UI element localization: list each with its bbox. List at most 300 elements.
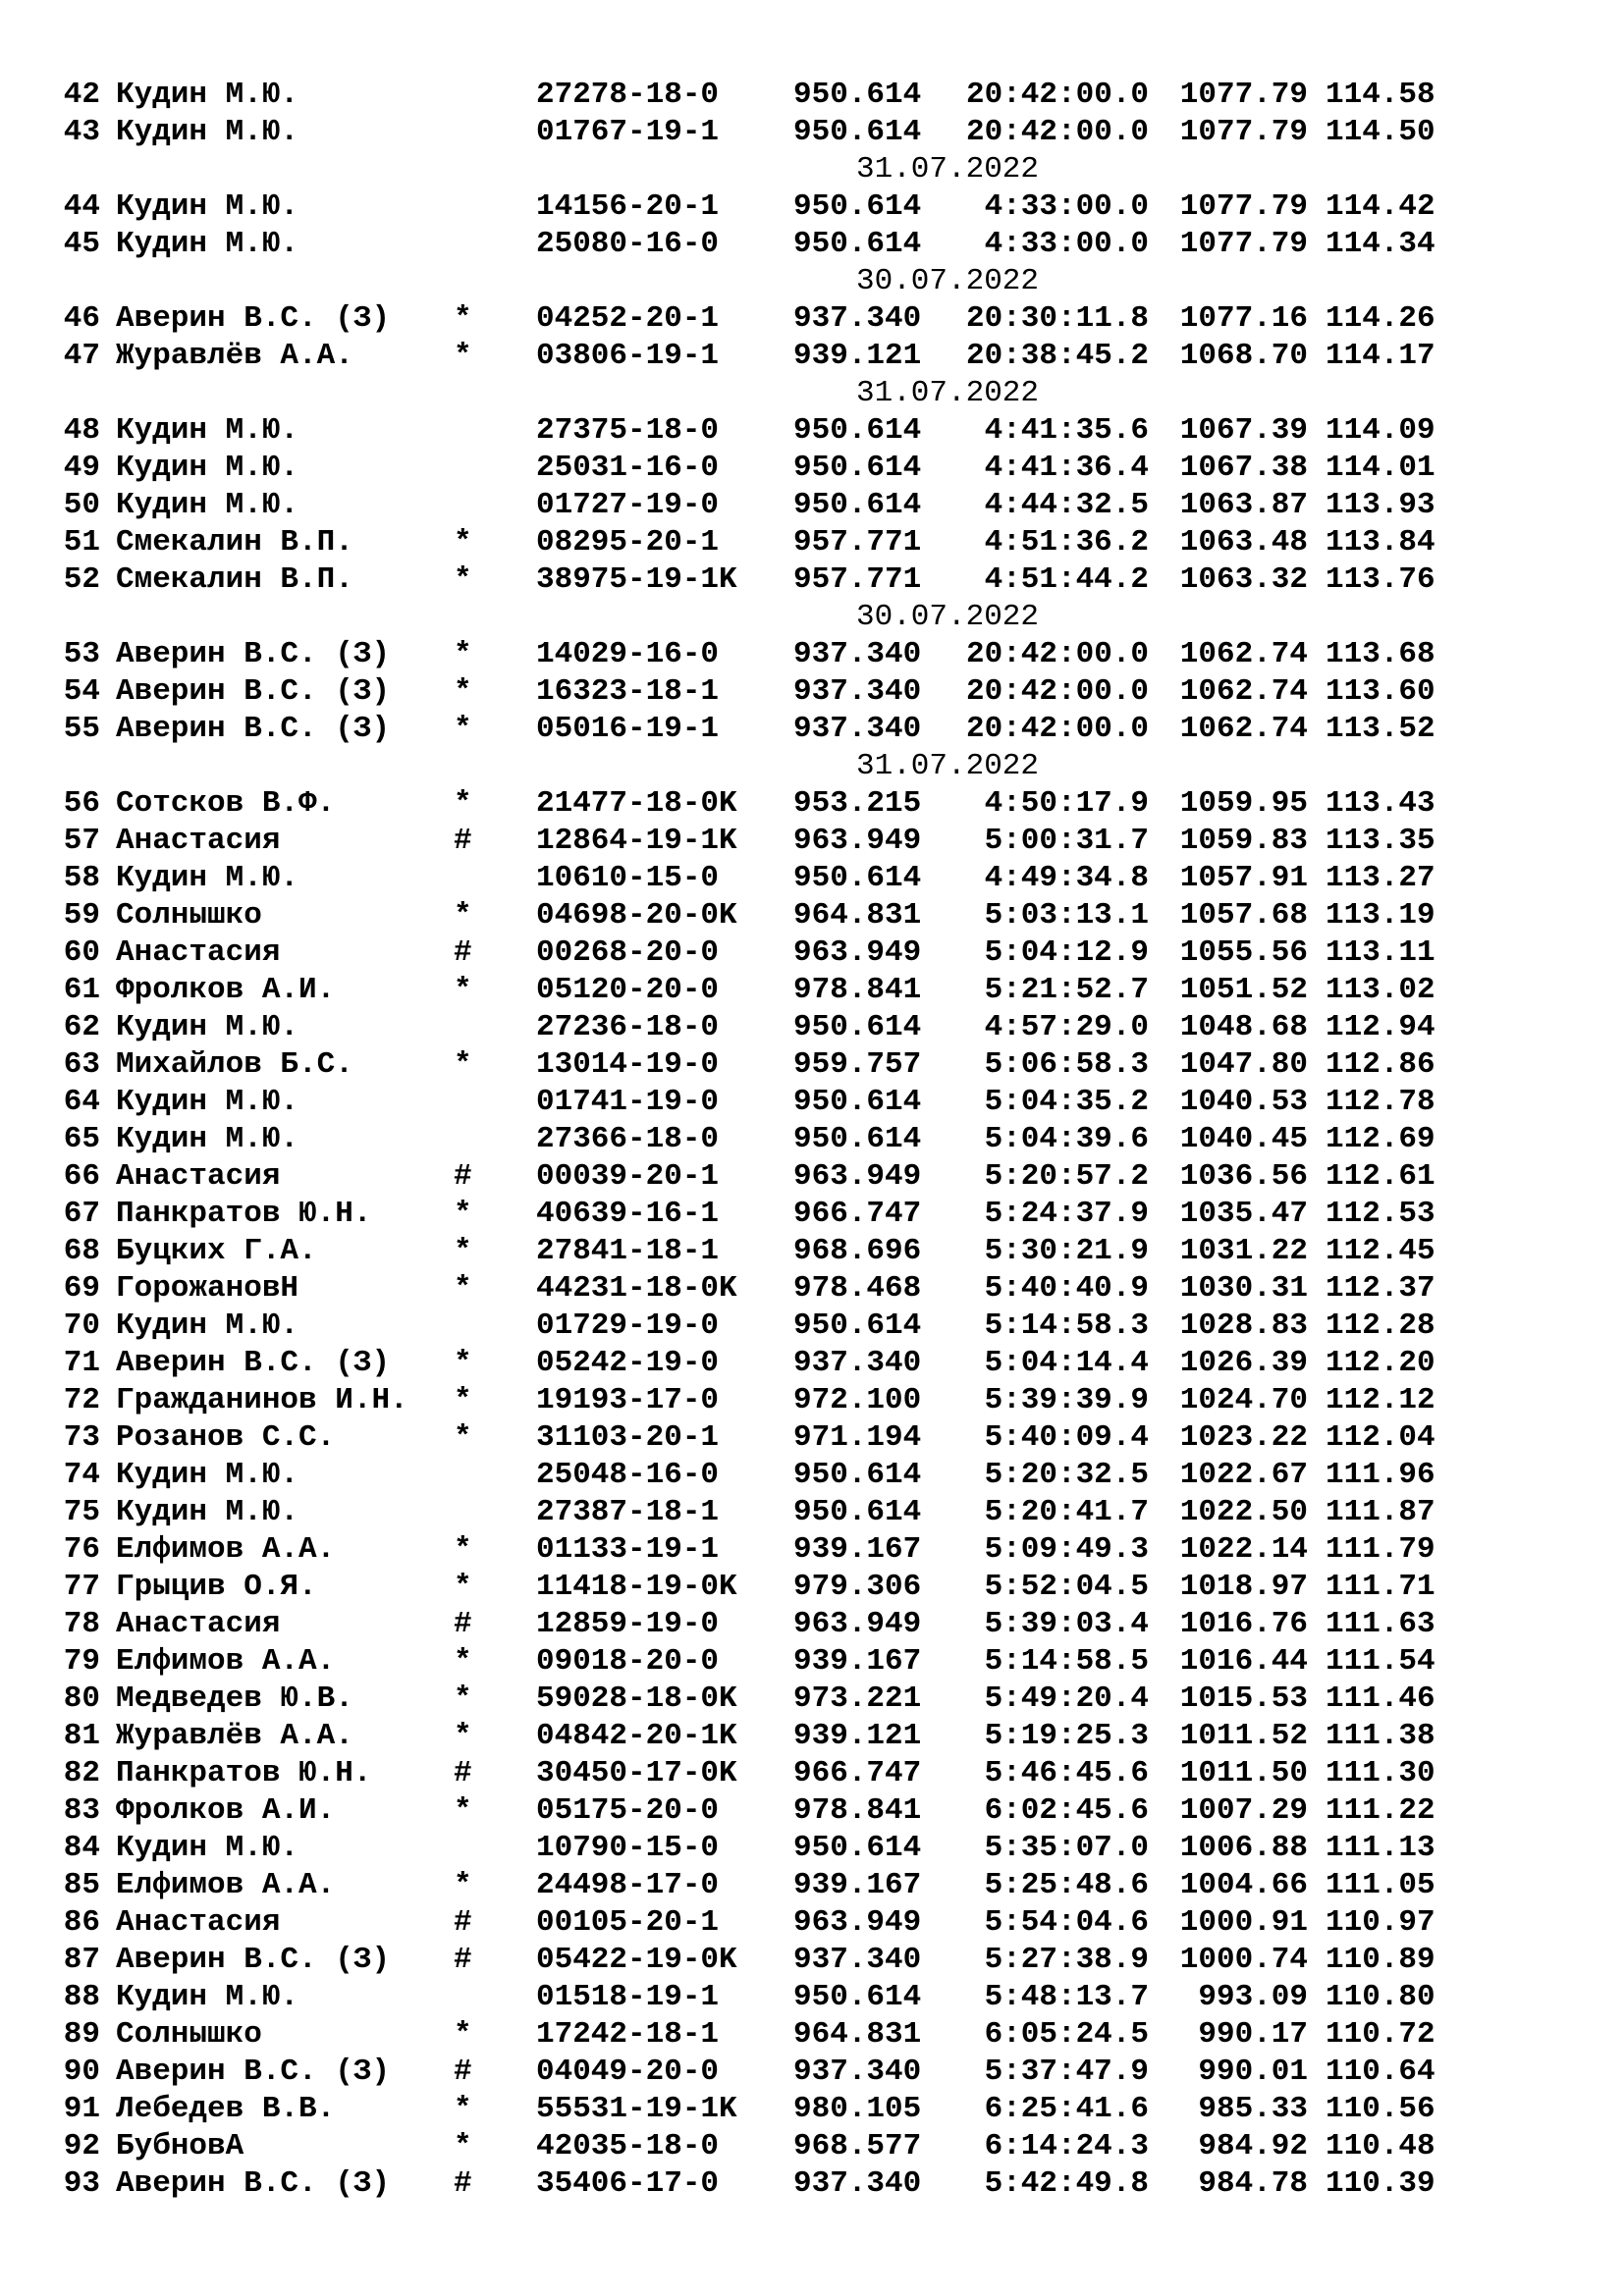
place-number: 75 bbox=[63, 1495, 100, 1529]
fancier-name: Смекалин В.П. bbox=[116, 562, 353, 597]
table-row bbox=[0, 1382, 1624, 1419]
fancier-name: ГорожановН bbox=[116, 1271, 299, 1306]
speed: 1024.70 bbox=[1179, 1383, 1308, 1417]
arrival-time: 5:27:38.9 bbox=[984, 1943, 1149, 1977]
arrival-time: 5:14:58.5 bbox=[984, 1644, 1149, 1679]
table-row bbox=[0, 1681, 1624, 1718]
date-label: 30.07.2022 bbox=[855, 264, 1040, 298]
ring-number: 05422-19-0K bbox=[536, 1943, 737, 1977]
fancier-name: Смекалин В.П. bbox=[116, 525, 353, 560]
place-number: 58 bbox=[63, 861, 100, 895]
distance: 937.340 bbox=[793, 1346, 922, 1380]
table-row bbox=[0, 1718, 1624, 1755]
speed: 1026.39 bbox=[1179, 1346, 1308, 1380]
table-row bbox=[0, 785, 1624, 823]
coefficient: 113.35 bbox=[1326, 824, 1435, 858]
place-number: 69 bbox=[63, 1271, 100, 1306]
speed: 1063.48 bbox=[1179, 525, 1308, 560]
ring-number: 16323-18-1 bbox=[536, 674, 720, 709]
ring-number: 01727-19-0 bbox=[536, 488, 720, 522]
fancier-name: Журавлёв А.А. bbox=[116, 1719, 353, 1753]
distance: 937.340 bbox=[793, 1943, 922, 1977]
fancier-name: Сотсков В.Ф. bbox=[116, 786, 336, 821]
date-separator bbox=[0, 375, 1624, 412]
fancier-name: Аверин В.С. (З) bbox=[116, 1346, 391, 1380]
coefficient: 111.63 bbox=[1326, 1607, 1435, 1641]
status-flag: # bbox=[454, 1159, 472, 1194]
distance: 937.340 bbox=[793, 2166, 922, 2201]
status-flag: * bbox=[454, 1868, 472, 1902]
fancier-name: Панкратов Ю.Н. bbox=[116, 1756, 372, 1790]
table-row bbox=[0, 2128, 1624, 2165]
distance: 950.614 bbox=[793, 1980, 922, 2014]
speed: 1077.16 bbox=[1179, 301, 1308, 336]
table-row bbox=[0, 300, 1624, 338]
ring-number: 27841-18-1 bbox=[536, 1234, 720, 1268]
fancier-name: Розанов С.С. bbox=[116, 1420, 336, 1455]
arrival-time: 4:51:36.2 bbox=[984, 525, 1149, 560]
table-row bbox=[0, 2016, 1624, 2054]
status-flag: * bbox=[454, 637, 472, 671]
status-flag: * bbox=[454, 339, 472, 373]
distance: 937.340 bbox=[793, 637, 922, 671]
coefficient: 110.80 bbox=[1326, 1980, 1435, 2014]
status-flag: * bbox=[454, 786, 472, 821]
fancier-name: Аверин В.С. (З) bbox=[116, 1943, 391, 1977]
arrival-time: 5:46:45.6 bbox=[984, 1756, 1149, 1790]
fancier-name: Кудин М.Ю. bbox=[116, 227, 299, 261]
fancier-name: Кудин М.Ю. bbox=[116, 451, 299, 485]
coefficient: 113.02 bbox=[1326, 973, 1435, 1007]
coefficient: 110.39 bbox=[1326, 2166, 1435, 2201]
ring-number: 44231-18-0K bbox=[536, 1271, 737, 1306]
fancier-name: Анастасия bbox=[116, 935, 281, 970]
place-number: 89 bbox=[63, 2017, 100, 2052]
arrival-time: 5:03:13.1 bbox=[984, 898, 1149, 933]
ring-number: 05120-20-0 bbox=[536, 973, 720, 1007]
fancier-name: Кудин М.Ю. bbox=[116, 1122, 299, 1156]
arrival-time: 5:04:14.4 bbox=[984, 1346, 1149, 1380]
arrival-time: 5:14:58.3 bbox=[984, 1308, 1149, 1343]
fancier-name: Кудин М.Ю. bbox=[116, 1980, 299, 2014]
arrival-time: 5:40:09.4 bbox=[984, 1420, 1149, 1455]
place-number: 85 bbox=[63, 1868, 100, 1902]
distance: 950.614 bbox=[793, 115, 922, 149]
speed: 1022.50 bbox=[1179, 1495, 1308, 1529]
status-flag: * bbox=[454, 898, 472, 933]
fancier-name: Солнышко bbox=[116, 2017, 262, 2052]
arrival-time: 20:42:00.0 bbox=[965, 674, 1149, 709]
fancier-name: Кудин М.Ю. bbox=[116, 1458, 299, 1492]
distance: 950.614 bbox=[793, 1122, 922, 1156]
ring-number: 01741-19-0 bbox=[536, 1085, 720, 1119]
date-separator bbox=[0, 748, 1624, 785]
distance: 950.614 bbox=[793, 1308, 922, 1343]
fancier-name: Кудин М.Ю. bbox=[116, 1495, 299, 1529]
distance: 978.468 bbox=[793, 1271, 922, 1306]
place-number: 57 bbox=[63, 824, 100, 858]
speed: 1028.83 bbox=[1179, 1308, 1308, 1343]
coefficient: 113.27 bbox=[1326, 861, 1435, 895]
arrival-time: 5:20:41.7 bbox=[984, 1495, 1149, 1529]
ring-number: 04698-20-0K bbox=[536, 898, 737, 933]
speed: 990.17 bbox=[1198, 2017, 1308, 2052]
speed: 1047.80 bbox=[1179, 1047, 1308, 1082]
status-flag: * bbox=[454, 1271, 472, 1306]
coefficient: 111.96 bbox=[1326, 1458, 1435, 1492]
place-number: 78 bbox=[63, 1607, 100, 1641]
distance: 973.221 bbox=[793, 1682, 922, 1716]
table-row bbox=[0, 1158, 1624, 1196]
ring-number: 03806-19-1 bbox=[536, 339, 720, 373]
ring-number: 31103-20-1 bbox=[536, 1420, 720, 1455]
speed: 1062.74 bbox=[1179, 712, 1308, 746]
ring-number: 25031-16-0 bbox=[536, 451, 720, 485]
distance: 966.747 bbox=[793, 1197, 922, 1231]
date-label: 31.07.2022 bbox=[855, 376, 1040, 410]
place-number: 71 bbox=[63, 1346, 100, 1380]
table-row bbox=[0, 450, 1624, 487]
table-row bbox=[0, 860, 1624, 897]
status-flag: # bbox=[454, 1943, 472, 1977]
speed: 1048.68 bbox=[1179, 1010, 1308, 1044]
coefficient: 110.97 bbox=[1326, 1905, 1435, 1940]
ring-number: 01767-19-1 bbox=[536, 115, 720, 149]
date-separator bbox=[0, 599, 1624, 636]
arrival-time: 5:06:58.3 bbox=[984, 1047, 1149, 1082]
fancier-name: Кудин М.Ю. bbox=[116, 189, 299, 224]
ring-number: 00105-20-1 bbox=[536, 1905, 720, 1940]
table-row bbox=[0, 2165, 1624, 2203]
place-number: 80 bbox=[63, 1682, 100, 1716]
fancier-name: Михайлов Б.С. bbox=[116, 1047, 353, 1082]
distance: 953.215 bbox=[793, 786, 922, 821]
place-number: 81 bbox=[63, 1719, 100, 1753]
speed: 1006.88 bbox=[1179, 1831, 1308, 1865]
arrival-time: 4:49:34.8 bbox=[984, 861, 1149, 895]
speed: 1077.79 bbox=[1179, 227, 1308, 261]
coefficient: 112.20 bbox=[1326, 1346, 1435, 1380]
place-number: 86 bbox=[63, 1905, 100, 1940]
arrival-time: 5:24:37.9 bbox=[984, 1197, 1149, 1231]
place-number: 92 bbox=[63, 2129, 100, 2163]
status-flag: * bbox=[454, 525, 472, 560]
date-label: 31.07.2022 bbox=[855, 152, 1040, 187]
ring-number: 27375-18-0 bbox=[536, 413, 720, 448]
coefficient: 114.50 bbox=[1326, 115, 1435, 149]
coefficient: 114.26 bbox=[1326, 301, 1435, 336]
arrival-time: 20:42:00.0 bbox=[965, 78, 1149, 112]
status-flag: # bbox=[454, 935, 472, 970]
table-row bbox=[0, 1457, 1624, 1494]
distance: 937.340 bbox=[793, 2055, 922, 2089]
arrival-time: 6:05:24.5 bbox=[984, 2017, 1149, 2052]
coefficient: 114.42 bbox=[1326, 189, 1435, 224]
results-table bbox=[0, 77, 1624, 2203]
place-number: 55 bbox=[63, 712, 100, 746]
speed: 1023.22 bbox=[1179, 1420, 1308, 1455]
arrival-time: 20:42:00.0 bbox=[965, 712, 1149, 746]
coefficient: 112.28 bbox=[1326, 1308, 1435, 1343]
arrival-time: 6:25:41.6 bbox=[984, 2092, 1149, 2126]
distance: 950.614 bbox=[793, 1085, 922, 1119]
place-number: 60 bbox=[63, 935, 100, 970]
ring-number: 27366-18-0 bbox=[536, 1122, 720, 1156]
ring-number: 05175-20-0 bbox=[536, 1793, 720, 1828]
arrival-time: 5:42:49.8 bbox=[984, 2166, 1149, 2201]
table-row bbox=[0, 1531, 1624, 1569]
fancier-name: Солнышко bbox=[116, 898, 262, 933]
arrival-time: 4:41:35.6 bbox=[984, 413, 1149, 448]
distance: 968.696 bbox=[793, 1234, 922, 1268]
fancier-name: Фролков А.И. bbox=[116, 1793, 336, 1828]
fancier-name: Фролков А.И. bbox=[116, 973, 336, 1007]
place-number: 42 bbox=[63, 78, 100, 112]
arrival-time: 5:40:40.9 bbox=[984, 1271, 1149, 1306]
coefficient: 111.54 bbox=[1326, 1644, 1435, 1679]
arrival-time: 5:00:31.7 bbox=[984, 824, 1149, 858]
place-number: 64 bbox=[63, 1085, 100, 1119]
ring-number: 05016-19-1 bbox=[536, 712, 720, 746]
arrival-time: 4:51:44.2 bbox=[984, 562, 1149, 597]
status-flag: # bbox=[454, 1607, 472, 1641]
coefficient: 113.52 bbox=[1326, 712, 1435, 746]
arrival-time: 5:54:04.6 bbox=[984, 1905, 1149, 1940]
arrival-time: 6:14:24.3 bbox=[984, 2129, 1149, 2163]
table-row bbox=[0, 1196, 1624, 1233]
speed: 1067.38 bbox=[1179, 451, 1308, 485]
place-number: 88 bbox=[63, 1980, 100, 2014]
distance: 964.831 bbox=[793, 2017, 922, 2052]
fancier-name: Кудин М.Ю. bbox=[116, 115, 299, 149]
distance: 950.614 bbox=[793, 78, 922, 112]
coefficient: 113.93 bbox=[1326, 488, 1435, 522]
distance: 957.771 bbox=[793, 562, 922, 597]
fancier-name: Аверин В.С. (З) bbox=[116, 674, 391, 709]
fancier-name: Анастасия bbox=[116, 824, 281, 858]
place-number: 70 bbox=[63, 1308, 100, 1343]
distance: 957.771 bbox=[793, 525, 922, 560]
arrival-time: 20:38:45.2 bbox=[965, 339, 1149, 373]
table-row bbox=[0, 1494, 1624, 1531]
speed: 1062.74 bbox=[1179, 637, 1308, 671]
speed: 1077.79 bbox=[1179, 115, 1308, 149]
coefficient: 111.79 bbox=[1326, 1532, 1435, 1567]
arrival-time: 4:57:29.0 bbox=[984, 1010, 1149, 1044]
speed: 1015.53 bbox=[1179, 1682, 1308, 1716]
speed: 1036.56 bbox=[1179, 1159, 1308, 1194]
ring-number: 08295-20-1 bbox=[536, 525, 720, 560]
ring-number: 27278-18-0 bbox=[536, 78, 720, 112]
fancier-name: Лебедев В.В. bbox=[116, 2092, 336, 2126]
status-flag: # bbox=[454, 824, 472, 858]
coefficient: 112.86 bbox=[1326, 1047, 1435, 1082]
coefficient: 112.69 bbox=[1326, 1122, 1435, 1156]
speed: 985.33 bbox=[1198, 2092, 1308, 2126]
distance: 972.100 bbox=[793, 1383, 922, 1417]
distance: 964.831 bbox=[793, 898, 922, 933]
speed: 1004.66 bbox=[1179, 1868, 1308, 1902]
speed: 1018.97 bbox=[1179, 1570, 1308, 1604]
table-row bbox=[0, 636, 1624, 673]
distance: 939.167 bbox=[793, 1532, 922, 1567]
place-number: 87 bbox=[63, 1943, 100, 1977]
status-flag: * bbox=[454, 674, 472, 709]
table-row bbox=[0, 412, 1624, 450]
ring-number: 27236-18-0 bbox=[536, 1010, 720, 1044]
ring-number: 10610-15-0 bbox=[536, 861, 720, 895]
speed: 1059.95 bbox=[1179, 786, 1308, 821]
fancier-name: Елфимов А.А. bbox=[116, 1644, 336, 1679]
coefficient: 113.43 bbox=[1326, 786, 1435, 821]
ring-number: 59028-18-0K bbox=[536, 1682, 737, 1716]
fancier-name: Журавлёв А.А. bbox=[116, 339, 353, 373]
table-row bbox=[0, 1792, 1624, 1830]
table-row bbox=[0, 1046, 1624, 1084]
coefficient: 111.38 bbox=[1326, 1719, 1435, 1753]
arrival-time: 5:20:57.2 bbox=[984, 1159, 1149, 1194]
status-flag: # bbox=[454, 2055, 472, 2089]
place-number: 90 bbox=[63, 2055, 100, 2089]
coefficient: 114.01 bbox=[1326, 451, 1435, 485]
ring-number: 11418-19-0K bbox=[536, 1570, 737, 1604]
ring-number: 55531-19-1K bbox=[536, 2092, 737, 2126]
date-separator bbox=[0, 151, 1624, 188]
ring-number: 01729-19-0 bbox=[536, 1308, 720, 1343]
place-number: 65 bbox=[63, 1122, 100, 1156]
arrival-time: 4:33:00.0 bbox=[984, 189, 1149, 224]
coefficient: 110.89 bbox=[1326, 1943, 1435, 1977]
distance: 950.614 bbox=[793, 1831, 922, 1865]
status-flag: * bbox=[454, 2017, 472, 2052]
arrival-time: 5:09:49.3 bbox=[984, 1532, 1149, 1567]
speed: 1063.87 bbox=[1179, 488, 1308, 522]
fancier-name: Буцких Г.А. bbox=[116, 1234, 317, 1268]
ring-number: 12864-19-1K bbox=[536, 824, 737, 858]
place-number: 82 bbox=[63, 1756, 100, 1790]
ring-number: 24498-17-0 bbox=[536, 1868, 720, 1902]
ring-number: 21477-18-0K bbox=[536, 786, 737, 821]
arrival-time: 20:42:00.0 bbox=[965, 115, 1149, 149]
table-row bbox=[0, 524, 1624, 561]
fancier-name: Грыцив О.Я. bbox=[116, 1570, 317, 1604]
coefficient: 111.30 bbox=[1326, 1756, 1435, 1790]
speed: 993.09 bbox=[1198, 1980, 1308, 2014]
ring-number: 38975-19-1K bbox=[536, 562, 737, 597]
table-row bbox=[0, 1830, 1624, 1867]
coefficient: 112.61 bbox=[1326, 1159, 1435, 1194]
fancier-name: Гражданинов И.Н. bbox=[116, 1383, 408, 1417]
ring-number: 25080-16-0 bbox=[536, 227, 720, 261]
distance: 971.194 bbox=[793, 1420, 922, 1455]
distance: 979.306 bbox=[793, 1570, 922, 1604]
distance: 963.949 bbox=[793, 1905, 922, 1940]
fancier-name: Кудин М.Ю. bbox=[116, 78, 299, 112]
fancier-name: Кудин М.Ю. bbox=[116, 1831, 299, 1865]
arrival-time: 5:04:35.2 bbox=[984, 1085, 1149, 1119]
distance: 968.577 bbox=[793, 2129, 922, 2163]
ring-number: 42035-18-0 bbox=[536, 2129, 720, 2163]
distance: 980.105 bbox=[793, 2092, 922, 2126]
status-flag: * bbox=[454, 301, 472, 336]
status-flag: # bbox=[454, 2166, 472, 2201]
place-number: 73 bbox=[63, 1420, 100, 1455]
speed: 1059.83 bbox=[1179, 824, 1308, 858]
speed: 1022.67 bbox=[1179, 1458, 1308, 1492]
arrival-time: 5:20:32.5 bbox=[984, 1458, 1149, 1492]
ring-number: 01133-19-1 bbox=[536, 1532, 720, 1567]
table-row bbox=[0, 934, 1624, 972]
place-number: 83 bbox=[63, 1793, 100, 1828]
speed: 1000.74 bbox=[1179, 1943, 1308, 1977]
table-row bbox=[0, 1345, 1624, 1382]
speed: 1057.68 bbox=[1179, 898, 1308, 933]
speed: 1035.47 bbox=[1179, 1197, 1308, 1231]
status-flag: * bbox=[454, 2129, 472, 2163]
distance: 950.614 bbox=[793, 861, 922, 895]
speed: 1051.52 bbox=[1179, 973, 1308, 1007]
status-flag: * bbox=[454, 1682, 472, 1716]
table-row bbox=[0, 1121, 1624, 1158]
place-number: 50 bbox=[63, 488, 100, 522]
arrival-time: 5:39:03.4 bbox=[984, 1607, 1149, 1641]
status-flag: * bbox=[454, 2092, 472, 2126]
arrival-time: 5:39:39.9 bbox=[984, 1383, 1149, 1417]
coefficient: 111.71 bbox=[1326, 1570, 1435, 1604]
table-row bbox=[0, 1979, 1624, 2016]
coefficient: 110.56 bbox=[1326, 2092, 1435, 2126]
arrival-time: 20:42:00.0 bbox=[965, 637, 1149, 671]
speed: 1007.29 bbox=[1179, 1793, 1308, 1828]
coefficient: 111.87 bbox=[1326, 1495, 1435, 1529]
table-row bbox=[0, 673, 1624, 711]
speed: 990.01 bbox=[1198, 2055, 1308, 2089]
ring-number: 17242-18-1 bbox=[536, 2017, 720, 2052]
arrival-time: 20:30:11.8 bbox=[965, 301, 1149, 336]
status-flag: * bbox=[454, 973, 472, 1007]
status-flag: * bbox=[454, 1719, 472, 1753]
arrival-time: 5:19:25.3 bbox=[984, 1719, 1149, 1753]
arrival-time: 4:44:32.5 bbox=[984, 488, 1149, 522]
distance: 937.340 bbox=[793, 301, 922, 336]
fancier-name: Аверин В.С. (З) bbox=[116, 301, 391, 336]
table-row bbox=[0, 77, 1624, 114]
distance: 950.614 bbox=[793, 227, 922, 261]
fancier-name: Анастасия bbox=[116, 1905, 281, 1940]
speed: 1040.53 bbox=[1179, 1085, 1308, 1119]
status-flag: * bbox=[454, 1420, 472, 1455]
table-row bbox=[0, 711, 1624, 748]
arrival-time: 4:33:00.0 bbox=[984, 227, 1149, 261]
coefficient: 113.84 bbox=[1326, 525, 1435, 560]
fancier-name: Кудин М.Ю. bbox=[116, 1308, 299, 1343]
coefficient: 114.58 bbox=[1326, 78, 1435, 112]
speed: 1016.76 bbox=[1179, 1607, 1308, 1641]
table-row bbox=[0, 1904, 1624, 1942]
place-number: 54 bbox=[63, 674, 100, 709]
fancier-name: Кудин М.Ю. bbox=[116, 488, 299, 522]
speed: 1011.52 bbox=[1179, 1719, 1308, 1753]
place-number: 62 bbox=[63, 1010, 100, 1044]
table-row bbox=[0, 972, 1624, 1009]
coefficient: 110.72 bbox=[1326, 2017, 1435, 2052]
distance: 937.340 bbox=[793, 712, 922, 746]
fancier-name: Аверин В.С. (З) bbox=[116, 637, 391, 671]
speed: 984.78 bbox=[1198, 2166, 1308, 2201]
ring-number: 35406-17-0 bbox=[536, 2166, 720, 2201]
status-flag: * bbox=[454, 1197, 472, 1231]
distance: 963.949 bbox=[793, 1159, 922, 1194]
